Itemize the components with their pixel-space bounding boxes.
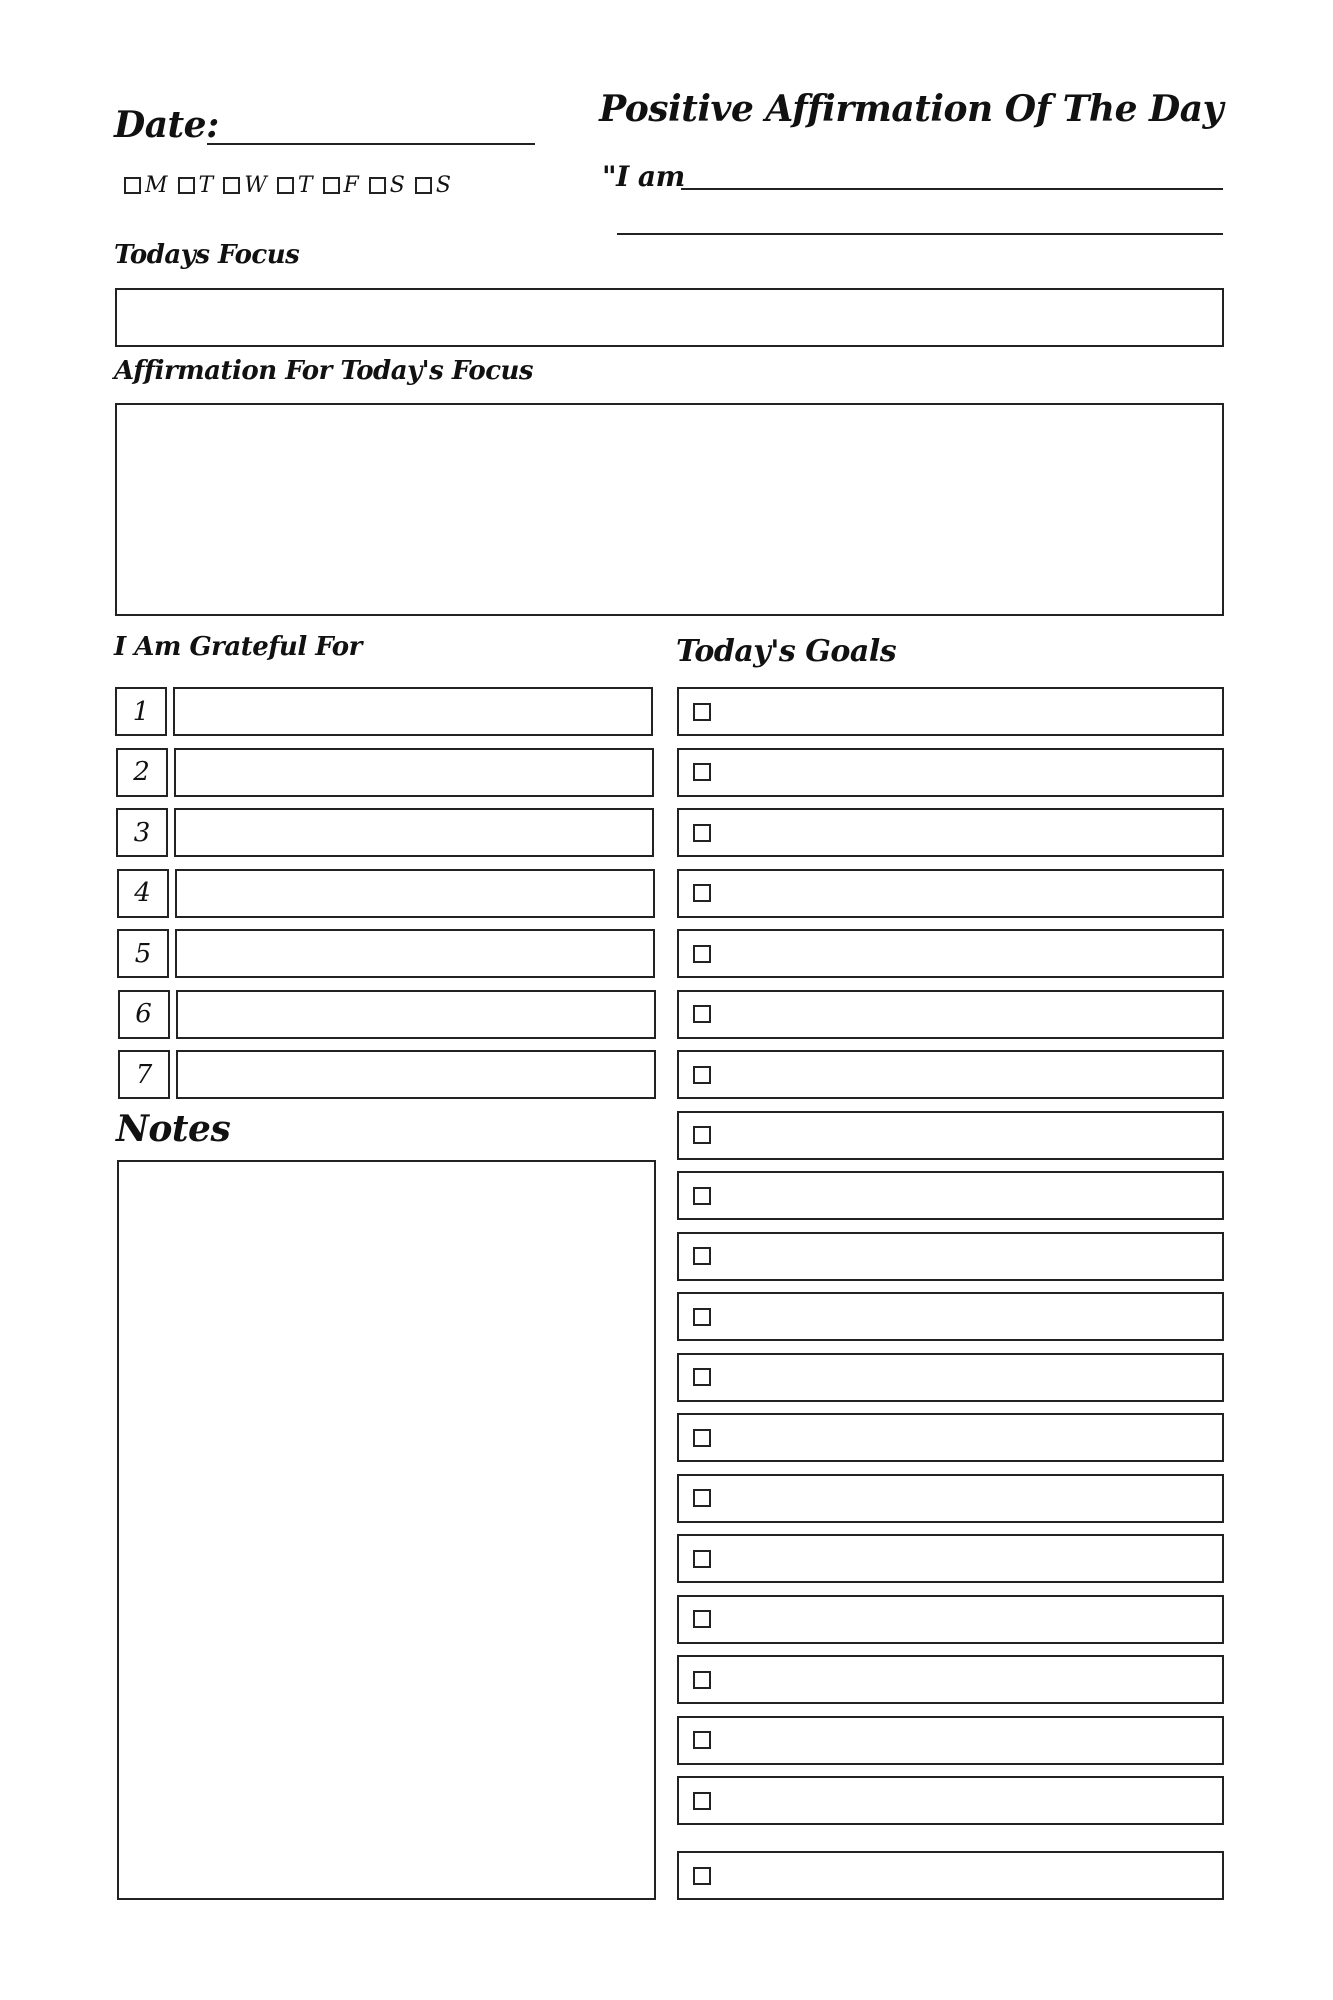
weekday-3[interactable] — [277, 173, 313, 198]
weekday-label: T — [198, 172, 214, 198]
grateful-entry[interactable] — [175, 869, 655, 918]
affirmation-line-1[interactable] — [681, 188, 1223, 190]
date-label: Date: — [114, 104, 219, 146]
weekday-checkbox[interactable] — [369, 177, 386, 194]
grateful-entry[interactable] — [174, 748, 654, 797]
grateful-number: 1 — [115, 687, 167, 736]
weekday-label: M — [145, 172, 168, 198]
grateful-number: 5 — [117, 929, 169, 978]
goal-checkbox[interactable] — [693, 824, 711, 842]
goal-checkbox[interactable] — [693, 1005, 711, 1023]
goal-checkbox[interactable] — [693, 1550, 711, 1568]
weekday-checkbox[interactable] — [415, 177, 432, 194]
goal-checkbox[interactable] — [693, 1247, 711, 1265]
weekday-5[interactable] — [369, 173, 405, 198]
goal-row[interactable] — [677, 990, 1224, 1039]
weekday-2[interactable] — [223, 173, 267, 198]
todays-goals-label: Today's Goals — [676, 634, 897, 669]
goal-checkbox[interactable] — [693, 1126, 711, 1144]
weekday-checkbox[interactable] — [124, 177, 141, 194]
goal-checkbox[interactable] — [693, 945, 711, 963]
weekday-label: T — [297, 172, 313, 198]
goal-row[interactable] — [677, 929, 1224, 978]
weekday-label: S — [389, 172, 405, 198]
weekday-0[interactable] — [124, 173, 168, 198]
notes-label: Notes — [116, 1108, 231, 1150]
goal-checkbox[interactable] — [693, 1792, 711, 1810]
goal-checkbox[interactable] — [693, 703, 711, 721]
goal-checkbox[interactable] — [693, 1308, 711, 1326]
goal-checkbox[interactable] — [693, 1187, 711, 1205]
grateful-entry[interactable] — [175, 929, 655, 978]
weekday-4[interactable] — [323, 173, 359, 198]
goal-checkbox[interactable] — [693, 1867, 711, 1885]
notes-box[interactable] — [117, 1160, 656, 1900]
grateful-number: 4 — [117, 869, 169, 918]
affirmation-prefix: "I am — [602, 160, 685, 193]
weekday-1[interactable] — [178, 173, 214, 198]
goal-checkbox[interactable] — [693, 1489, 711, 1507]
goal-row[interactable] — [677, 1851, 1224, 1900]
grateful-number: 2 — [116, 748, 168, 797]
weekday-checkbox[interactable] — [277, 177, 294, 194]
date-line[interactable] — [207, 143, 535, 145]
goal-row[interactable] — [677, 1171, 1224, 1220]
goal-row[interactable] — [677, 1716, 1224, 1765]
weekday-label: W — [244, 172, 267, 198]
goal-row[interactable] — [677, 1534, 1224, 1583]
goal-checkbox[interactable] — [693, 1066, 711, 1084]
goal-checkbox[interactable] — [693, 1731, 711, 1749]
weekday-checkbox[interactable] — [323, 177, 340, 194]
affirmation-focus-box[interactable] — [115, 403, 1224, 616]
goal-checkbox[interactable] — [693, 1610, 711, 1628]
grateful-number: 3 — [116, 808, 168, 857]
goal-row[interactable] — [677, 687, 1224, 736]
goal-checkbox[interactable] — [693, 763, 711, 781]
affirmation-focus-label: Affirmation For Today's Focus — [114, 356, 534, 386]
grateful-entry[interactable] — [176, 1050, 656, 1099]
goal-checkbox[interactable] — [693, 1671, 711, 1689]
todays-focus-label: Todays Focus — [114, 240, 300, 270]
affirmation-title: Positive Affirmation Of The Day — [599, 88, 1223, 130]
goal-row[interactable] — [677, 808, 1224, 857]
weekday-6[interactable] — [415, 173, 451, 198]
goal-checkbox[interactable] — [693, 1429, 711, 1447]
goal-row[interactable] — [677, 1232, 1224, 1281]
grateful-label: I Am Grateful For — [114, 632, 362, 662]
weekday-label: F — [343, 172, 359, 198]
grateful-entry[interactable] — [174, 808, 654, 857]
goal-checkbox[interactable] — [693, 1368, 711, 1386]
goal-row[interactable] — [677, 869, 1224, 918]
goal-row[interactable] — [677, 1655, 1224, 1704]
goal-row[interactable] — [677, 1292, 1224, 1341]
goal-row[interactable] — [677, 1353, 1224, 1402]
weekday-checkbox[interactable] — [223, 177, 240, 194]
affirmation-line-2[interactable] — [617, 233, 1223, 235]
goal-row[interactable] — [677, 1776, 1224, 1825]
goal-checkbox[interactable] — [693, 884, 711, 902]
goal-row[interactable] — [677, 1413, 1224, 1462]
weekday-checkbox[interactable] — [178, 177, 195, 194]
grateful-number: 7 — [118, 1050, 170, 1099]
weekday-label: S — [435, 172, 451, 198]
todays-focus-box[interactable] — [115, 288, 1224, 347]
weekday-checkboxes — [124, 170, 451, 200]
goal-row[interactable] — [677, 1050, 1224, 1099]
grateful-number: 6 — [118, 990, 170, 1039]
goal-row[interactable] — [677, 1111, 1224, 1160]
goal-row[interactable] — [677, 1595, 1224, 1644]
goal-row[interactable] — [677, 748, 1224, 797]
grateful-entry[interactable] — [176, 990, 656, 1039]
goal-row[interactable] — [677, 1474, 1224, 1523]
grateful-entry[interactable] — [173, 687, 653, 736]
